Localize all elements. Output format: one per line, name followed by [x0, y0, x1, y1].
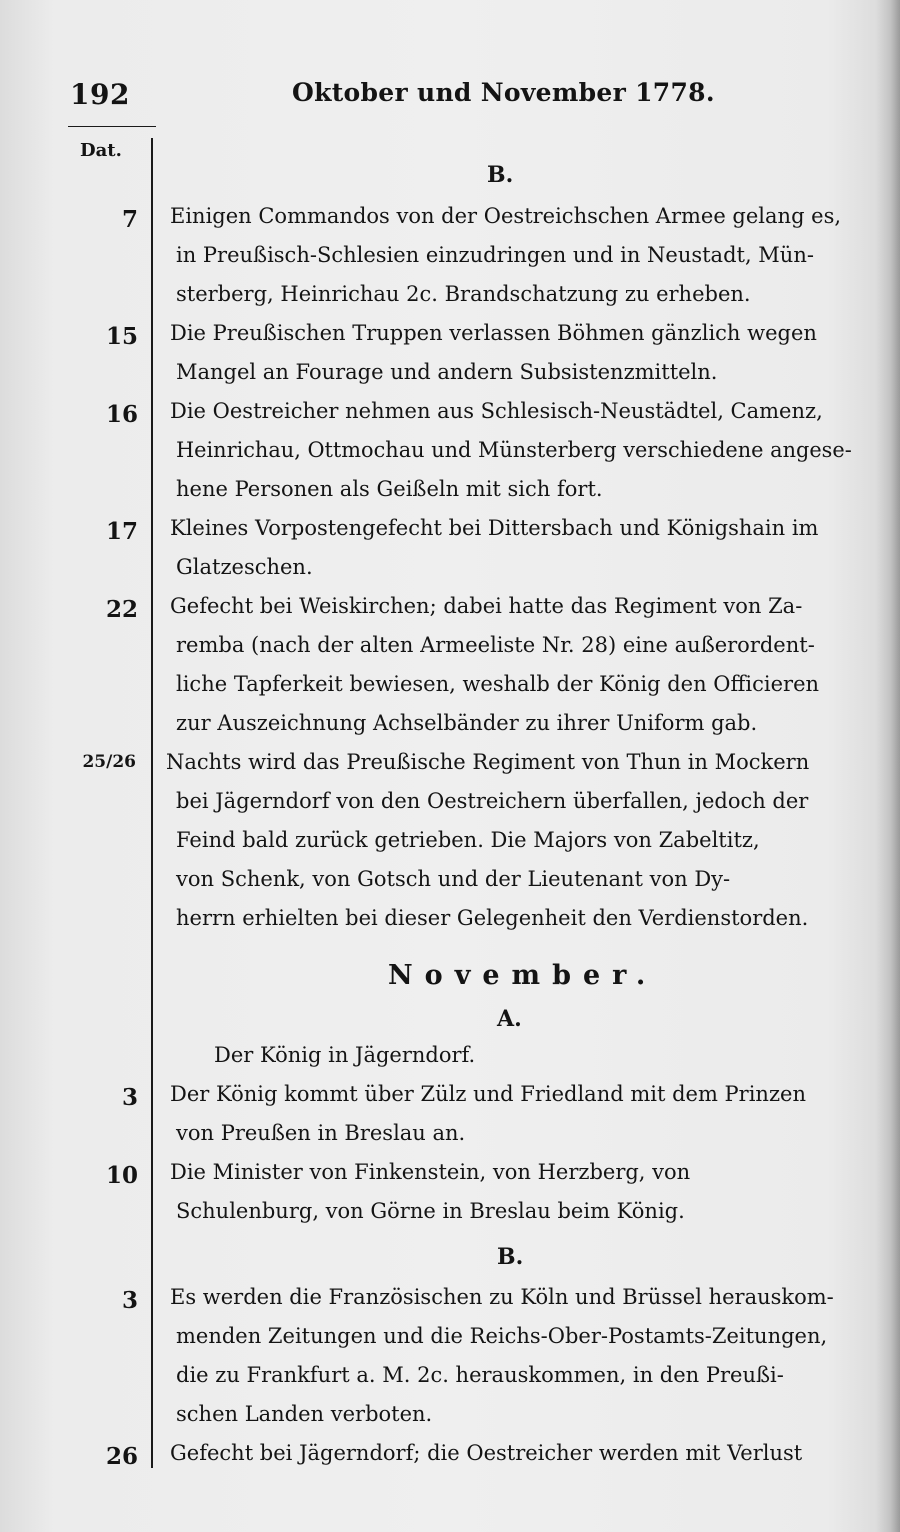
entry-line: Gefecht bei Jägerndorf; die Oestreicher werden mit Verlust — [170, 1441, 803, 1465]
entry-line: Die Oestreicher nehmen aus Schlesisch-Neustädtel, Camenz, — [170, 399, 823, 423]
intro-line: Der König in Jägerndorf. — [214, 1043, 476, 1067]
entry-date: 15 — [105, 323, 138, 350]
entry-line: Die Preußischen Truppen verlassen Böhmen gänzlich wegen — [170, 321, 817, 345]
entry-date: 22 — [105, 596, 138, 623]
entry-line: von Schenk, von Gotsch und der Lieutenant von Dy- — [176, 867, 731, 891]
entry-date: 3 — [121, 1287, 138, 1314]
section-heading-a: A. — [497, 1006, 522, 1032]
entry-line: Es werden die Französischen zu Köln und Brüssel herauskom- — [170, 1285, 834, 1309]
entry-line: Einigen Commandos von der Oestreichschen Armee gelang es, — [170, 204, 842, 228]
month-heading: November. — [388, 960, 658, 991]
entry-line: Der König kommt über Zülz und Friedland mit dem Prinzen — [170, 1082, 806, 1106]
entry-date: 26 — [105, 1443, 138, 1470]
page-number: 192 — [70, 78, 130, 111]
header-rule — [68, 126, 156, 127]
entry-date: 25/26 — [82, 752, 136, 772]
entry-line: in Preußisch-Schlesien einzudringen und in Neustadt, Mün- — [176, 243, 814, 267]
entry-line: Mangel an Fourage und andern Subsistenzmitteln. — [176, 360, 718, 384]
entry-line: sterberg, Heinrichau 2c. Brandschatzung zu erheben. — [176, 282, 751, 306]
entry-date: 16 — [105, 401, 138, 428]
entry-date: 3 — [121, 1084, 138, 1111]
entry-line: Schulenburg, von Görne in Breslau beim König. — [176, 1199, 685, 1223]
entry-date: 7 — [121, 206, 138, 233]
entry-line: menden Zeitungen und die Reichs-Ober-Postamts-Zeitungen, — [176, 1324, 828, 1348]
entry-line: hene Personen als Geißeln mit sich fort. — [176, 477, 603, 501]
entry-line: schen Landen verboten. — [176, 1402, 433, 1426]
entry-date: 10 — [105, 1162, 138, 1189]
entry-line: Glatzeschen. — [176, 555, 313, 579]
section-heading-b: B. — [487, 162, 514, 188]
section-heading-b: B. — [497, 1244, 524, 1270]
entry-line: remba (nach der alten Armeeliste Nr. 28) eine außerordent- — [176, 633, 815, 657]
entry-line: bei Jägerndorf von den Oestreichern überfallen, jedoch der — [176, 789, 809, 813]
entry-line: Die Minister von Finkenstein, von Herzberg, von — [170, 1160, 691, 1184]
entry-line: Feind bald zurück getrieben. Die Majors von Zabeltitz, — [176, 828, 760, 852]
entry-line: die zu Frankfurt a. M. 2c. herauskommen, in den Preußi- — [176, 1363, 784, 1387]
entry-date: 17 — [105, 518, 138, 545]
date-column-heading: Dat. — [80, 140, 122, 161]
entry-line: Kleines Vorpostengefecht bei Dittersbach und Königshain im — [170, 516, 819, 540]
entry-line: zur Auszeichnung Achselbänder zu ihrer Uniform gab. — [176, 711, 758, 735]
running-head: Oktober und November 1778. — [292, 78, 715, 107]
entry-line: Nachts wird das Preußische Regiment von Thun in Mockern — [166, 750, 810, 774]
entry-line: liche Tapferkeit bewiesen, weshalb der König den Officieren — [176, 672, 820, 696]
entry-line: Heinrichau, Ottmochau und Münsterberg verschiedene angese- — [176, 438, 852, 462]
entry-line: Gefecht bei Weiskirchen; dabei hatte das Regiment von Za- — [170, 594, 803, 618]
page-edge-shadow — [876, 0, 900, 1532]
column-divider — [151, 138, 153, 1468]
entry-line: herrn erhielten bei dieser Gelegenheit den Verdienstorden. — [176, 906, 809, 930]
entry-line: von Preußen in Breslau an. — [176, 1121, 466, 1145]
